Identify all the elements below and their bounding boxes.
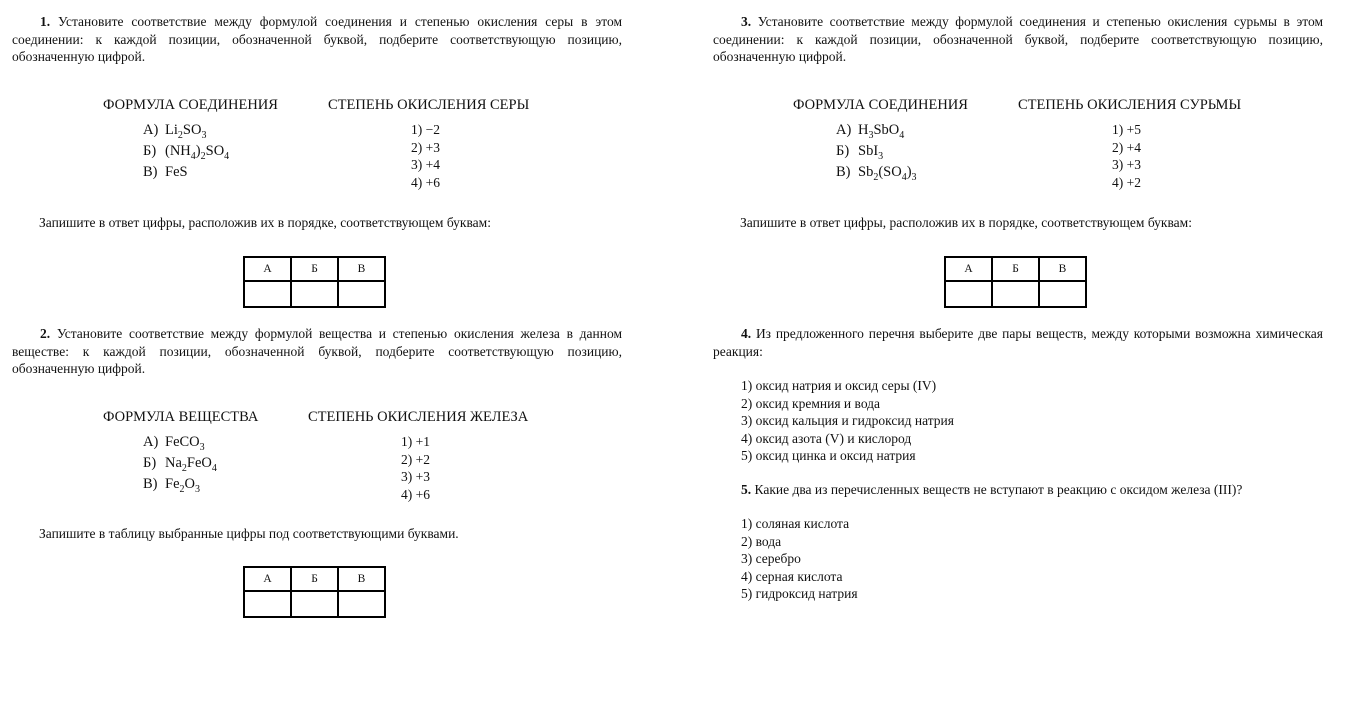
q1-formula-list	[143, 120, 229, 183]
q4-item-3: 3) оксид кальция и гидроксид натрия	[741, 413, 954, 428]
q2-answer-cell-b[interactable]	[291, 591, 338, 617]
question-4-text	[713, 325, 1323, 360]
q1-formula-header: ФОРМУЛА СОЕДИНЕНИЯ	[103, 97, 278, 113]
q2-table-header-c: В	[338, 567, 385, 591]
q2-answer-cell-c[interactable]	[338, 591, 385, 617]
q5-item-5: 5) гидроксид натрия	[741, 586, 858, 601]
question-3-body: Установите соответствие между формулой соединения и степенью окисления сурьмы в этом соединении: к каждой позиции, обозначенной буквой, подберите соответствующую позицию, обозначенную цифрой.	[713, 14, 1324, 64]
question-3-text	[713, 13, 1323, 66]
question-1-body: Установите соответствие между формулой соединения и степенью окисления серы в этом соединении: к каждой позиции, обозначенной буквой, подберите соответствующую позицию, обозначенную цифрой.	[12, 14, 622, 64]
question-1-text	[12, 13, 622, 66]
q1-table-header-b: Б	[291, 257, 338, 281]
q2-instruction: Запишите в таблицу выбранные цифры под соответствующими буквами.	[39, 526, 459, 541]
q3-answer-cell-b[interactable]	[992, 281, 1039, 307]
q3-table-header-c: В	[1039, 257, 1086, 281]
question-2-number: 2.	[40, 326, 51, 341]
q1-table-header-c: В	[338, 257, 385, 281]
q2-table-header-b: Б	[291, 567, 338, 591]
q5-list	[741, 515, 858, 603]
q1-option-2: 2) +3	[411, 139, 440, 155]
q4-item-5: 5) оксид цинка и оксид натрия	[741, 448, 916, 463]
q2-degree-header: СТЕПЕНЬ ОКИСЛЕНИЯ ЖЕЛЕЗА	[308, 409, 529, 425]
q3-formula-a: А) $H_3SbO_4$	[836, 122, 905, 141]
q5-item-1: 1) соляная кислота	[741, 516, 850, 531]
q2-option-3: 3) +3	[401, 469, 430, 484]
q2-answer-table	[243, 566, 386, 618]
q4-list	[741, 377, 954, 465]
q1-option-4: 4) +6	[411, 174, 440, 190]
q3-answer-cell-c[interactable]	[1039, 281, 1086, 307]
q1-option-1: 1) −2	[411, 122, 440, 137]
q3-option-3: 3) +3	[1112, 157, 1141, 172]
q3-table-header-a: А	[945, 257, 992, 281]
q5-item-4: 4) серная кислота	[741, 568, 843, 584]
q1-answer-cell-a[interactable]	[244, 281, 291, 307]
q2-option-2: 2) +2	[401, 451, 430, 467]
q1-answer-cell-b[interactable]	[291, 281, 338, 307]
q1-table-header-a: А	[244, 257, 291, 281]
q2-table-header-a: А	[244, 567, 291, 591]
q3-option-4: 4) +2	[1112, 174, 1141, 190]
q1-formula-b: Б) $(NH_4)_2SO_4$	[143, 143, 230, 162]
q4-item-2: 2) оксид кремния и вода	[741, 395, 881, 411]
q3-answer-table	[944, 256, 1087, 308]
q3-formula-c: В) $Sb_2(SO_4)_3$	[836, 164, 917, 183]
q2-formula-b: Б) $Na_2FeO_4$	[143, 455, 217, 474]
q3-formula-list	[836, 120, 917, 183]
q2-option-4: 4) +6	[401, 486, 430, 502]
q2-options	[401, 433, 430, 503]
question-3-number: 3.	[741, 14, 752, 29]
q1-formula-c: В) FeS	[143, 164, 188, 180]
q2-formula-header: ФОРМУЛА ВЕЩЕСТВА	[103, 409, 259, 425]
q3-option-1: 1) +5	[1112, 122, 1141, 137]
q1-formula-a: А) $Li_2SO_3$	[143, 122, 207, 141]
q1-degree-header: СТЕПЕНЬ ОКИСЛЕНИЯ СЕРЫ	[328, 97, 530, 113]
q2-formula-a: А) FeCO$_3$	[143, 434, 205, 453]
question-2-text	[12, 325, 622, 378]
q3-option-2: 2) +4	[1112, 139, 1141, 155]
q2-formula-c: В) $Fe_2O_3$	[143, 476, 200, 495]
q3-options	[1112, 121, 1141, 191]
question-4-body: Из предложенного перечня выберите две пары веществ, между которыми возможна химическая реакция:	[713, 326, 1323, 359]
q3-formula-header: ФОРМУЛА СОЕДИНЕНИЯ	[793, 97, 968, 113]
q4-item-4: 4) оксид азота (V) и кислород	[741, 430, 912, 446]
q1-option-3: 3) +4	[411, 157, 440, 172]
question-5-number: 5.	[741, 482, 752, 497]
q1-answer-table	[243, 256, 386, 308]
q3-degree-header: СТЕПЕНЬ ОКИСЛЕНИЯ СУРЬМЫ	[1018, 97, 1242, 113]
question-5-body: Какие два из перечисленных веществ не вступают в реакцию с оксидом железа (III)?	[754, 482, 1243, 497]
q4-item-1: 1) оксид натрия и оксид серы (IV)	[741, 378, 937, 393]
question-4-number: 4.	[741, 326, 752, 341]
q2-answer-cell-a[interactable]	[244, 591, 291, 617]
q2-option-1: 1) +1	[401, 434, 430, 449]
q1-answer-cell-c[interactable]	[338, 281, 385, 307]
q5-item-2: 2) вода	[741, 533, 782, 549]
question-5-text	[713, 481, 1323, 499]
q3-instruction: Запишите в ответ цифры, расположив их в порядке, соответствующем буквам:	[740, 215, 1192, 230]
q3-answer-cell-a[interactable]	[945, 281, 992, 307]
q5-item-3: 3) серебро	[741, 551, 801, 566]
q2-formula-list	[143, 432, 217, 495]
question-1-number: 1.	[40, 14, 51, 29]
q1-options	[411, 121, 440, 191]
q1-instruction: Запишите в ответ цифры, расположив их в порядке, соответствующем буквам:	[39, 215, 491, 230]
question-2-body: Установите соответствие между формулой вещества и степенью окисления железа в данном веществе: к каждой позиции, обозначенной буквой, подберите соответствующую позицию, обозначенную цифрой.	[12, 326, 622, 376]
q3-table-header-b: Б	[992, 257, 1039, 281]
q3-formula-b: Б) SbI$_3$	[836, 143, 884, 162]
